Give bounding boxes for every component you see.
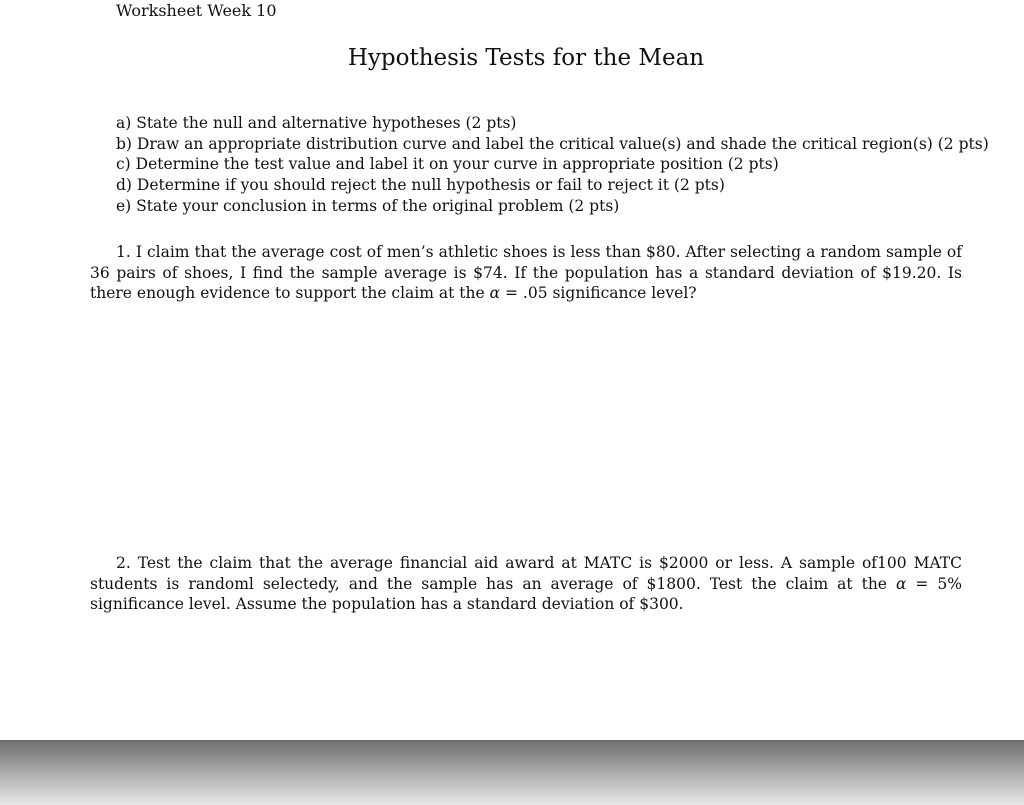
alpha-symbol: α xyxy=(489,284,501,303)
instruction-item: d) Determine if you should reject the null hypothesis or fail to reject it (2 pts) xyxy=(116,176,725,195)
problem-2 xyxy=(90,553,962,615)
page-shadow xyxy=(0,740,1024,805)
problem-2-text-end: = 5% significance level. Assume the population has a standard deviation of $300. xyxy=(90,574,962,614)
problem-2-text: 2. Test the claim that the average financial aid award at MATC is $2000 or less. A sample of100 MATC students is randoml selectedy, and the sample has an average of $1800. Test the claim at the xyxy=(90,554,962,593)
worksheet-header: Worksheet Week 10 xyxy=(116,1,277,20)
problem-1 xyxy=(90,242,962,304)
instruction-item: b) Draw an appropriate distribution curve and label the critical value(s) and shade the critical region(s) (2 pts) xyxy=(116,134,989,153)
instruction-item: e) State your conclusion in terms of the original problem (2 pts) xyxy=(116,196,620,215)
problem-1-text-end: = .05 significance level? xyxy=(500,284,697,303)
instruction-item: a) State the null and alternative hypotheses (2 pts) xyxy=(116,114,517,132)
page-title: Hypothesis Tests for the Mean xyxy=(347,45,705,71)
problem-1-text: 1. I claim that the average cost of men’s athletic shoes is less than $80. After selecting a random sample of 36 pairs of shoes, I find the sample average is $74. If the population has a standard deviation of $19.20. Is there enough evidence to support the claim at the xyxy=(90,243,962,303)
instructions-list xyxy=(116,113,989,217)
alpha-symbol: α xyxy=(895,574,907,593)
instruction-item: c) Determine the test value and label it on your curve in appropriate position (2 pts) xyxy=(116,155,779,174)
